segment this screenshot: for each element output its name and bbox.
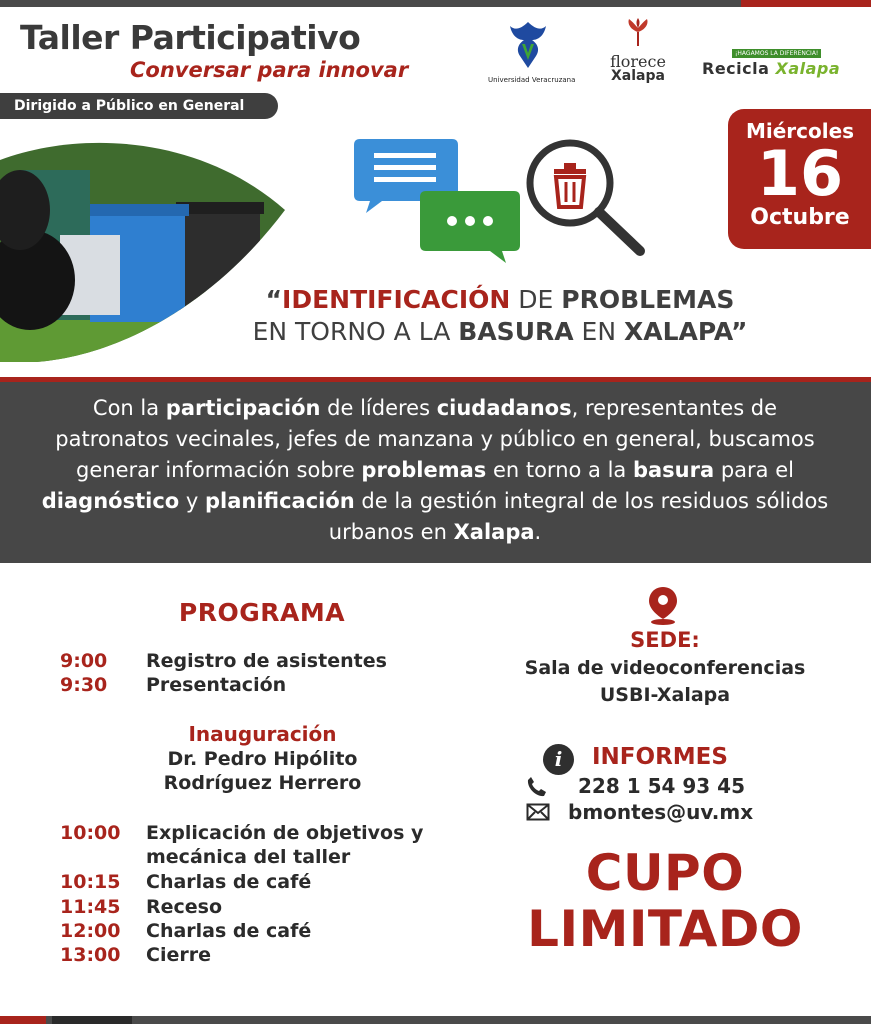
phone-number[interactable]: 228 1 54 93 45 bbox=[578, 774, 746, 798]
headline-open-quote: “ bbox=[265, 285, 283, 314]
inauguracion-speaker: Dr. Pedro Hipólito bbox=[167, 748, 358, 770]
cupo-line1: CUPO bbox=[585, 844, 745, 902]
schedule-label: Cierre bbox=[146, 944, 211, 966]
desc-bold: participación bbox=[165, 396, 321, 420]
cupo-line2: LIMITADO bbox=[527, 900, 803, 958]
schedule-label: Explicación de objetivos y bbox=[146, 822, 424, 844]
desc-text: y bbox=[179, 489, 205, 513]
programa-title: PROGRAMA bbox=[178, 598, 346, 627]
schedule-time: 10:00 bbox=[60, 822, 121, 844]
headline-word-de: DE bbox=[510, 285, 562, 314]
schedule-time: 11:45 bbox=[60, 896, 121, 918]
event-date bbox=[728, 109, 871, 249]
desc-text: de líderes bbox=[320, 396, 437, 420]
schedule-row bbox=[60, 674, 286, 696]
informes-label: INFORMES bbox=[592, 744, 728, 770]
location-pin-icon bbox=[645, 585, 681, 625]
chat-bubbles-icon bbox=[352, 135, 524, 265]
headline-word-en-torno: EN TORNO A LA bbox=[252, 317, 459, 346]
recicla-logo bbox=[702, 40, 852, 76]
flower-icon bbox=[621, 18, 655, 48]
desc-text: para el bbox=[714, 458, 794, 482]
desc-text: Con la bbox=[92, 396, 166, 420]
date-day: 16 bbox=[756, 137, 844, 210]
bottom-bar bbox=[0, 1016, 871, 1024]
page-title: Taller Participativo bbox=[20, 18, 361, 57]
info-icon: i bbox=[543, 744, 574, 775]
desc-bold: basura bbox=[632, 458, 715, 482]
schedule-row bbox=[60, 871, 311, 893]
schedule-label: Charlas de café bbox=[146, 871, 312, 893]
sede-building: USBI-Xalapa bbox=[599, 684, 731, 706]
florece-city: Xalapa bbox=[611, 68, 665, 84]
desc-bold: Xalapa bbox=[453, 520, 535, 544]
schedule-time: 10:15 bbox=[60, 871, 121, 893]
schedule-row bbox=[60, 944, 211, 966]
schedule-label: Presentación bbox=[146, 674, 287, 696]
recicla-word: Recicla bbox=[702, 59, 770, 78]
recicla-city: Xalapa bbox=[775, 59, 841, 78]
sede-venue: Sala de videoconferencias bbox=[524, 657, 806, 679]
schedule-row bbox=[60, 896, 222, 918]
desc-bold: problemas bbox=[361, 458, 487, 482]
uv-emblem-icon bbox=[506, 20, 550, 70]
schedule-label: Receso bbox=[146, 896, 223, 918]
desc-bold: diagnóstico bbox=[41, 489, 180, 513]
uv-caption: Universidad Veracruzana bbox=[488, 76, 576, 84]
headline-close-quote: ” bbox=[730, 317, 748, 346]
event-description bbox=[40, 393, 830, 548]
desc-text: . bbox=[534, 520, 542, 544]
sede-label: SEDE: bbox=[630, 628, 700, 652]
schedule-row bbox=[60, 650, 387, 672]
uv-logo bbox=[488, 20, 576, 90]
schedule-label: Charlas de café bbox=[146, 920, 312, 942]
inauguracion-heading: Inauguración bbox=[188, 722, 337, 746]
desc-text: , representantes de patronatos vecinales, jefes de manzana y público en general, buscamos generar información sobre bbox=[55, 396, 815, 482]
top-bar bbox=[0, 0, 871, 7]
event-headline bbox=[200, 284, 800, 348]
top-bar-accent bbox=[741, 0, 871, 7]
page-subtitle: Conversar para innovar bbox=[130, 58, 409, 82]
schedule-label: Registro de asistentes bbox=[146, 650, 387, 672]
email-link[interactable]: bmontes@uv.mx bbox=[568, 800, 754, 824]
schedule-row bbox=[60, 846, 350, 868]
schedule-time: 9:30 bbox=[60, 674, 108, 696]
schedule-time: 9:00 bbox=[60, 650, 108, 672]
desc-text: de la gestión integral de los residuos sólidos urbanos en bbox=[328, 489, 829, 544]
headline-word-en: EN bbox=[573, 317, 624, 346]
date-weekday: Miércoles bbox=[745, 119, 855, 143]
schedule-row bbox=[60, 822, 423, 844]
headline-word-xalapa: XALAPA bbox=[623, 317, 731, 346]
mail-icon bbox=[526, 803, 550, 821]
recicla-tagline: ¡HAGAMOS LA DIFERENCIA! bbox=[732, 49, 821, 58]
florece-logo bbox=[598, 18, 678, 90]
headline-word-basura: BASURA bbox=[458, 317, 574, 346]
desc-text: en torno a la bbox=[486, 458, 633, 482]
schedule-label: mecánica del taller bbox=[146, 846, 351, 868]
phone-icon bbox=[526, 776, 548, 798]
florece-word: florece bbox=[610, 52, 666, 71]
headline-word-problemas: PROBLEMAS bbox=[561, 285, 735, 314]
schedule-time: 12:00 bbox=[60, 920, 121, 942]
date-month: Octubre bbox=[750, 205, 850, 230]
desc-bold: planificación bbox=[204, 489, 355, 513]
schedule-time: 13:00 bbox=[60, 944, 121, 966]
audience-badge: Dirigido a Público en General bbox=[0, 93, 278, 119]
cupo-limitado bbox=[500, 845, 830, 957]
inauguracion-speaker: Rodríguez Herrero bbox=[163, 772, 362, 794]
schedule-row bbox=[60, 920, 311, 942]
headline-word-identificacion: IDENTIFICACIÓN bbox=[282, 285, 511, 314]
desc-bold: ciudadanos bbox=[436, 396, 572, 420]
bottom-bar-dark bbox=[52, 1016, 132, 1024]
trash-search-icon bbox=[522, 135, 652, 260]
bottom-bar-accent bbox=[0, 1016, 46, 1024]
